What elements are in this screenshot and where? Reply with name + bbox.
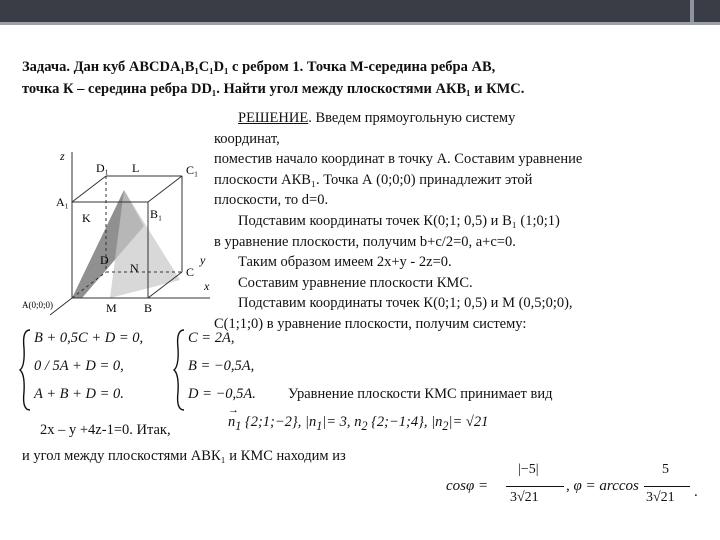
- cos-den1: 3√21: [510, 490, 539, 505]
- normal-n1-abs: = 3,: [326, 414, 351, 430]
- solution-line-7: в уравнение плоскости, получим b+c/2=0, a+c=0.: [214, 233, 516, 250]
- problem-line-2: точка К – середина ребра DD₁. Найти угол между плоскостями АКВ₁ и КМС.: [22, 81, 525, 97]
- cos-num1: |−5|: [518, 462, 539, 477]
- system-left-1: B + 0,5C + D = 0,: [34, 330, 144, 346]
- kms-plane-text: Уравнение плоскости КМС принимает вид: [288, 386, 553, 402]
- system-brace-left: [18, 328, 32, 412]
- label-a0: A(0;0;0): [22, 300, 53, 310]
- cos-formula: [446, 462, 716, 522]
- label-c1: C₁: [186, 163, 199, 177]
- solution-line-9: Составим уравнение плоскости КМС.: [238, 274, 473, 291]
- system-left-3: A + B + D = 0.: [34, 386, 124, 402]
- solution-line-1: . Введем прямоугольную систему: [308, 110, 516, 126]
- label-b1: B₁: [150, 207, 163, 221]
- cube-figure: [20, 130, 220, 320]
- cos-frac-line1: [506, 486, 564, 487]
- solution-line-4: плоскости АКВ₁. Точка А (0;0;0) принадлежит этой: [214, 171, 533, 188]
- label-z: z: [60, 149, 65, 163]
- solution-line-2: координат,: [214, 130, 280, 147]
- normal-n1-value: {2;1;−2}: [244, 414, 298, 430]
- normal-n2-value: {2;−1;4}: [371, 414, 424, 430]
- label-l: L: [132, 161, 140, 175]
- solution-heading: РЕШЕНИЕ: [238, 110, 309, 126]
- solution-line-5: плоскости, то d=0.: [214, 192, 329, 209]
- solution-line-10: Подставим координаты точек К(0;1; 0,5) и М (0,5;0;0),: [238, 295, 573, 312]
- solution-text: [214, 108, 714, 335]
- top-bar-line: [0, 22, 720, 25]
- solution-line-11: С(1;1;0) в уравнение плоскости, получим систему:: [214, 315, 527, 332]
- problem-line-1: Задача. Дан куб ABCDA₁B₁C₁D₁ с ребром 1. Точка М-середина ребра АВ,: [22, 59, 496, 75]
- system-right-1: C = 2A,: [188, 330, 235, 346]
- cos-mid: , φ = arccos: [566, 478, 639, 494]
- system-right-3: D = −0,5A.: [188, 386, 256, 402]
- system-left-2: 0 / 5A + D = 0,: [34, 358, 124, 374]
- kms-equation: 2x – y +4z-1=0. Итак,: [40, 422, 171, 438]
- angle-text: и угол между плоскостями АВК₁ и КМС находим из: [22, 448, 346, 464]
- label-m: M: [106, 301, 117, 315]
- solution-line-8: Таким образом имеем 2x+y - 2z=0.: [238, 254, 452, 271]
- normal-n1: $n_1$ → {2;1;−2}, $|n_1|= 3$, $n_2$ {2;−1;4}, $|n_2|= √21$: [228, 404, 489, 433]
- system-right-2: B = −0,5A,: [188, 358, 255, 374]
- normal-n2-abs: = √21: [452, 414, 489, 430]
- cos-end: .: [694, 484, 698, 500]
- cos-den2: 3√21: [646, 490, 675, 505]
- label-c: C: [186, 265, 195, 279]
- solution-line-3: поместив начало координат в точку А. Составим уравнение: [214, 151, 583, 168]
- label-d: D: [100, 253, 109, 267]
- cos-num2: 5: [662, 462, 669, 477]
- problem-statement: [22, 56, 712, 100]
- label-y: y: [200, 253, 206, 267]
- label-b: B: [144, 301, 153, 315]
- label-n: N: [130, 261, 139, 275]
- cos-frac-line2: [644, 486, 690, 487]
- top-bar: [0, 0, 720, 22]
- label-k: K: [82, 211, 91, 225]
- system-brace-right: [172, 328, 186, 412]
- label-a1: A₁: [56, 195, 69, 209]
- top-bar-accent: [690, 0, 694, 22]
- label-x: x: [204, 279, 210, 293]
- cos-lhs: cosφ =: [446, 478, 489, 494]
- label-d1: D₁: [96, 161, 109, 175]
- solution-line-6: Подставим координаты точек К(0;1; 0,5) и В₁ (1;0;1): [238, 212, 560, 229]
